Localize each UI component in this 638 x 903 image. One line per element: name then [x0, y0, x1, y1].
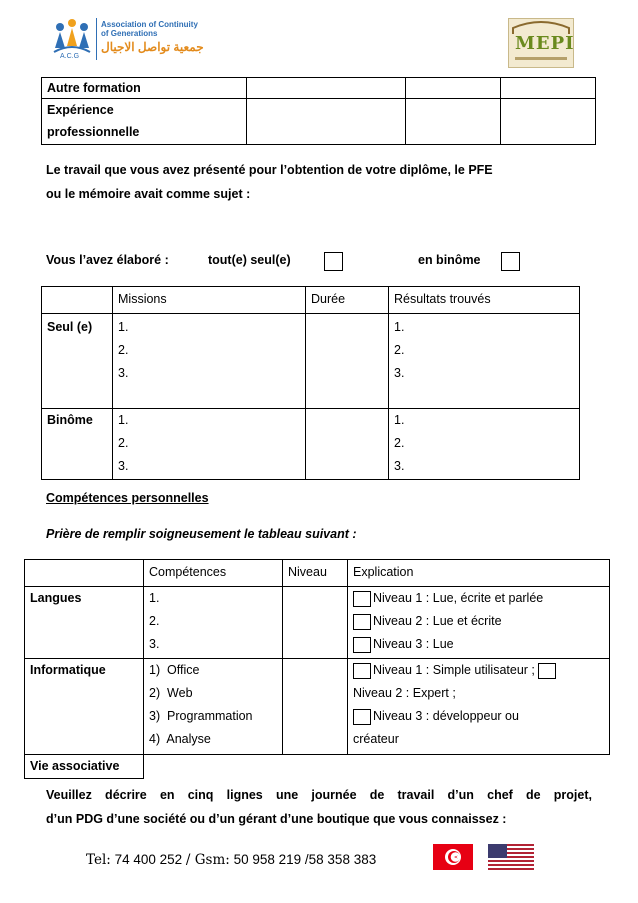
sujet-text: Le travail que vous avez présenté pour l’obtention de votre diplôme, le PFE ou le mémoire avait comme sujet :	[46, 163, 493, 201]
formation-cell[interactable]	[405, 78, 501, 99]
vie-associative-label: Vie associative	[25, 755, 144, 779]
tel-label: Tel:	[86, 852, 111, 868]
tel-number: 74 400 252	[114, 852, 183, 867]
seul-missions[interactable]: 1. 2. 3.	[113, 314, 306, 409]
langues-niveau2-checkbox[interactable]	[353, 614, 371, 630]
info-niveau3-checkbox[interactable]	[353, 709, 371, 725]
informatique-label: Informatique	[25, 659, 144, 755]
experience-cell[interactable]	[247, 99, 406, 145]
info-niveau2-checkbox[interactable]	[538, 663, 556, 679]
footer-contact	[86, 852, 376, 868]
competences-title: Compétences personnelles	[46, 491, 209, 505]
vie-associative-cell[interactable]	[144, 755, 610, 779]
footer-bar	[78, 842, 598, 876]
seul-resultats[interactable]: 1. 2. 3.	[389, 314, 580, 409]
mepi-subtext	[515, 57, 567, 60]
resultats-header: Résultats trouvés	[389, 287, 580, 314]
langues-niveau1-checkbox[interactable]	[353, 591, 371, 607]
explication-header: Explication	[348, 560, 610, 587]
formation-table	[41, 77, 596, 145]
mepi-arch-icon	[509, 20, 573, 34]
formation-cell[interactable]	[247, 78, 406, 99]
informatique-items[interactable]: 1) Office 2) Web 3) Programmation 4) Analyse	[144, 659, 283, 755]
missions-header: Missions	[113, 287, 306, 314]
aco-name-line1: Association of Continuity	[101, 20, 198, 29]
experience-cell[interactable]	[501, 99, 596, 145]
competences-table	[24, 559, 610, 779]
niveau-header: Niveau	[283, 560, 348, 587]
aco-abbr: A.C.G	[60, 53, 80, 60]
aco-name-line2: of Generations	[101, 29, 158, 38]
duree-header: Durée	[306, 287, 389, 314]
option-binome-checkbox[interactable]	[501, 252, 520, 271]
informatique-niveau[interactable]	[283, 659, 348, 755]
gsm-number: 50 958 219 /58 358 383	[233, 852, 377, 867]
missions-table	[41, 286, 580, 480]
competences-header-empty	[25, 560, 144, 587]
competences-instruction: Prière de remplir soigneusement le tableau suivant :	[46, 527, 357, 541]
binome-resultats[interactable]: 1. 2. 3.	[389, 409, 580, 480]
usa-flag-icon	[488, 844, 534, 870]
informatique-explication: Niveau 1 : Simple utilisateur ; Niveau 2 : Expert ; Niveau 3 : développeur ou créateur	[348, 659, 610, 755]
info-niveau1-checkbox[interactable]	[353, 663, 371, 679]
option-seul-checkbox[interactable]	[324, 252, 343, 271]
binome-row-label: Binôme	[42, 409, 113, 480]
langues-explication: Niveau 1 : Lue, écrite et parlée Niveau 2 : Lue et écrite Niveau 3 : Lue	[348, 587, 610, 659]
aco-divider	[96, 18, 97, 60]
mepi-logo	[508, 18, 574, 68]
aco-logo	[52, 16, 204, 64]
competences-header: Compétences	[144, 560, 283, 587]
option-binome-label: en binôme	[418, 253, 481, 267]
tunisia-flag-icon	[433, 844, 473, 870]
aco-figures-icon	[52, 18, 92, 56]
langues-niveau[interactable]	[283, 587, 348, 659]
elabore-row	[46, 250, 606, 272]
langues-niveau3-checkbox[interactable]	[353, 637, 371, 653]
missions-header-empty	[42, 287, 113, 314]
langues-label: Langues	[25, 587, 144, 659]
formation-row-label: Autre formation	[42, 78, 247, 99]
seul-row-label: Seul (e)	[42, 314, 113, 409]
gsm-label: / Gsm:	[185, 852, 230, 868]
closing-text: Veuillez décrire en cinq lignes une journée de travail d’un chef de projet, d’un PDG d’une société ou d’un gérant d’une boutique que vous connaissez :	[46, 788, 592, 826]
seul-duree[interactable]	[306, 314, 389, 409]
langues-items[interactable]: 1. 2. 3.	[144, 587, 283, 659]
binome-missions[interactable]: 1. 2. 3.	[113, 409, 306, 480]
elabore-label: Vous l’avez élaboré :	[46, 253, 169, 267]
option-seul-label: tout(e) seul(e)	[208, 253, 291, 267]
experience-cell[interactable]	[405, 99, 501, 145]
binome-duree[interactable]	[306, 409, 389, 480]
formation-cell[interactable]	[501, 78, 596, 99]
mepi-text: MEPI	[515, 33, 575, 54]
aco-arabic: جمعية تواصل الاجيال	[101, 40, 204, 54]
experience-row-label: Expérience professionnelle	[42, 99, 247, 145]
